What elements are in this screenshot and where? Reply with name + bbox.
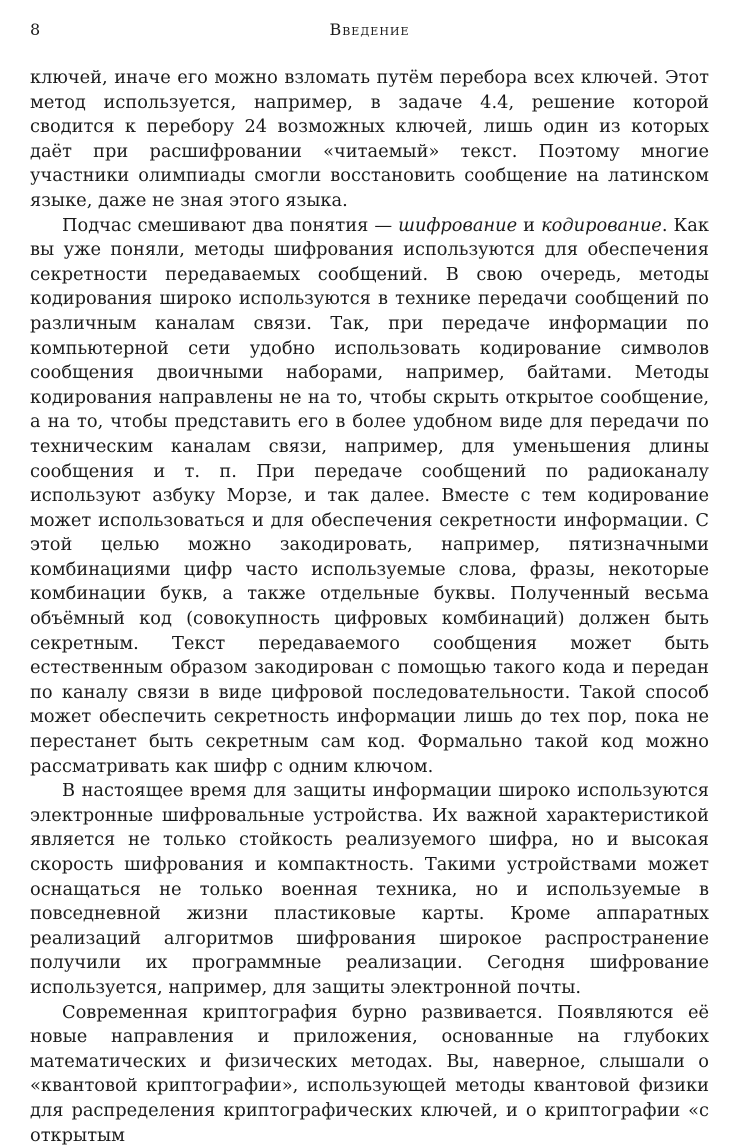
book-page [30, 20, 709, 1148]
term-encryption: шифрование [398, 214, 518, 236]
paragraph-modern-cryptography [30, 1001, 709, 1148]
paragraph-text: Современная криптография бурно развивается. Появляются её новые направления и приложения, основанные на глубоких математических и физических методах. Вы, наверное, слышали о «квантовой криптографии», использующей методы квантовой физики для распределения криптографических ключей, и о криптографии «с открытым [30, 1001, 709, 1146]
paragraph-continuation [30, 66, 709, 214]
page-number: 8 [30, 20, 41, 39]
paragraph-electronic-devices [30, 779, 709, 1000]
paragraph-text: ключей, иначе его можно взломать путём перебора всех ключей. Этот метод используется, например, в задаче 4.4, решение которой сводится к перебору 24 возможных ключей, лишь один из которых даёт при расшифровании «читаемый» текст. Поэтому многие участники олимпиады смогли восстановить сообщение на латинском языке, даже не зная этого языка. [30, 67, 709, 211]
paragraph-text-rest: . Как вы уже поняли, методы шифрования используются для обеспечения секретности передаваемых сообщений. В свою очередь, методы кодирования широко используются в технике передачи сообщений по различным каналам связи. Так, при передаче информации по компьютерной сети удобно использовать кодирование символов сообщения двоичными наборами, например, байтами. Методы кодирования направлены не на то, чтобы скрыть открытое сообщение, а на то, чтобы представить его в более удобном виде для передачи по техническим каналам связи, например, для уменьшения длины сообщения и т. п. При передаче сообщений по радиоканалу используют азбуку Морзе, и так далее. Вместе с тем кодирование может использоваться и для обеспечения секретности информации. С этой целью можно закодировать, например, пятизначными комбинациями цифр часто используемые слова, фразы, некоторые комбинации букв, а также отдельные буквы. Полученный весьма объёмный код (совокупность цифровых комбинаций) должен быть секретным. Текст передаваемого сообщения может быть естественным образом закодирован с помощью такого кода и передан по каналу связи в виде цифровой последовательности. Такой способ может обеспечить секретность информации лишь до тех пор, пока не перестанет быть секретным сам код. Формально такой код можно рассматривать как шифр с одним ключом. [30, 214, 710, 777]
term-coding: кодирование [541, 214, 662, 236]
conjunction: и [517, 214, 542, 236]
paragraph-encryption-vs-coding [30, 214, 709, 780]
paragraph-text: В настоящее время для защиты информации широко используются электронные шифровальные устройства. Их важной характеристикой является не только стойкость реализуемого шифра, но и высокая скорость шифрования и компактность. Такими устройствами может оснащаться не только военная техника, но и используемые в повседневной жизни пластиковые карты. Кроме аппаратных реализаций алгоритмов шифрования широкое распространение получили их программные реализации. Сегодня шифрование используется, например, для защиты электронной почты. [30, 780, 709, 998]
paragraph-text-start: Подчас смешивают два понятия — [62, 214, 399, 236]
running-title: Введение [329, 20, 410, 39]
page-header [30, 20, 709, 44]
body-text [30, 66, 709, 1148]
